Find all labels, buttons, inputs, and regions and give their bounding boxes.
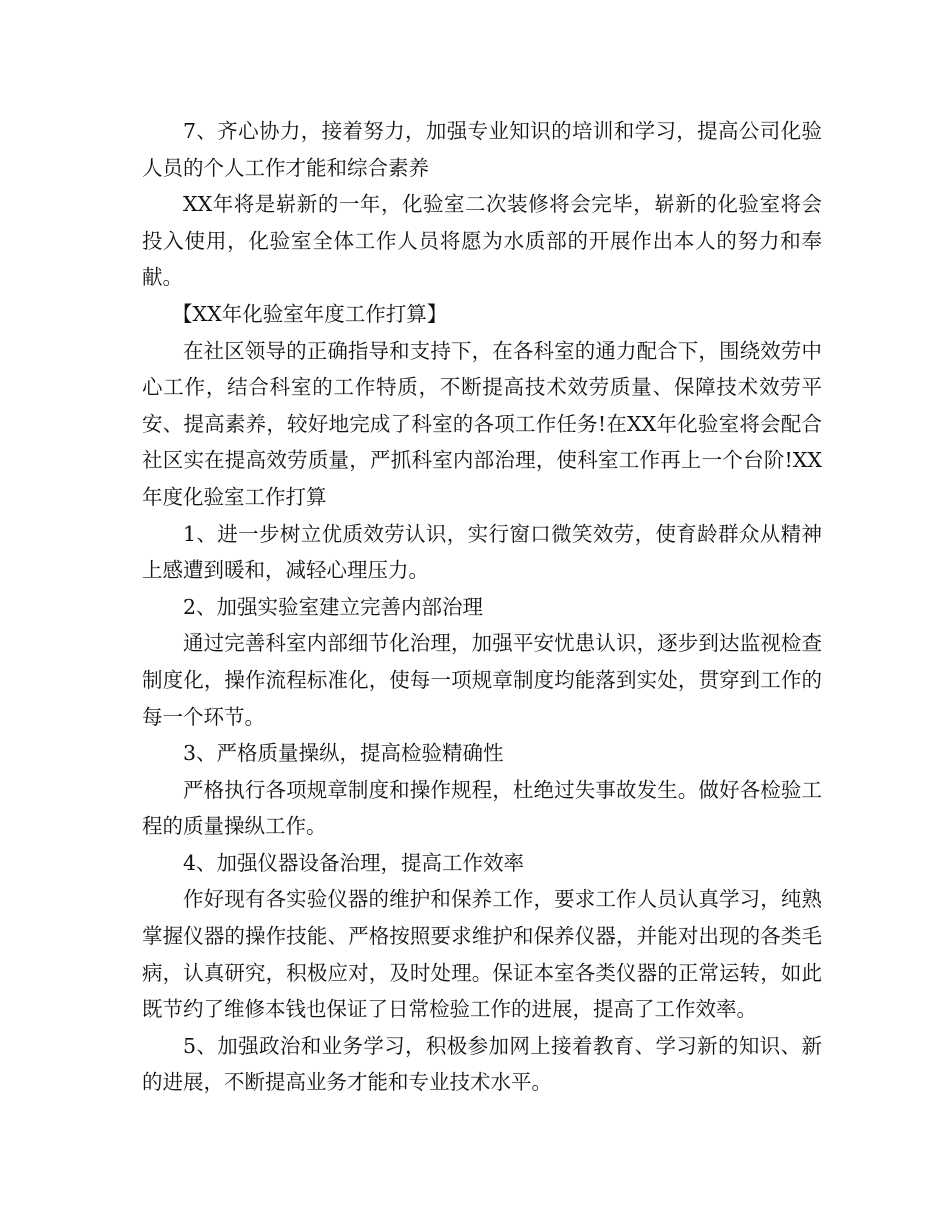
- paragraph-item-4-body: 作好现有各实验仪器的维护和保养工作，要求工作人员认真学习，纯熟掌握仪器的操作技能、严格按照要求维护和保养仪器，并能对出现的各类毛病，认真研究，积极应对，及时处理。保证本室各类仪器的正常运转，如此既节约了维修本钱也保证了日常检验工作的进展，提高了工作效率。: [142, 887, 822, 1022]
- paragraph-item-3-body: 严格执行各项规章制度和操作规程，杜绝过失事故发生。做好各检验工程的质量操纵工作。: [142, 777, 822, 839]
- paragraph-item-4-heading: 4、加强仪器设备治理，提高工作效率: [183, 850, 525, 875]
- paragraph-item-2-body: 通过完善科室内部细节化治理，加强平安忧患认识，逐步到达监视检查制度化，操作流程标准化，使每一项规章制度均能落到实处，贯穿到工作的每一个环节。: [142, 631, 822, 729]
- paragraph-item-3-heading: 3、严格质量操纵，提高检验精确性: [183, 741, 504, 766]
- paragraph-item-5: 5、加强政治和业务学习，积极参加网上接着教育、学习新的知识、新的进展，不断提高业务才能和专业技术水平。: [142, 1033, 822, 1095]
- paragraph-item-2-heading: 2、加强实验室建立完善内部治理: [183, 594, 484, 619]
- paragraph-item-1: 1、进一步树立优质效劳认识，实行窗口微笑效劳，使育龄群众从精神上感遭到暖和，减轻心理压力。: [142, 521, 822, 583]
- document-page: [142, 113, 822, 1101]
- paragraph-item-7: 7、齐心协力，接着努力，加强专业知识的培训和学习，提高公司化验人员的个人工作才能和综合素养: [142, 119, 822, 180]
- paragraph-new-year-outlook: XX年将是崭新的一年，化验室二次装修将会完毕，崭新的化验室将会投入使用，化验室全体工作人员将愿为水质部的开展作出本人的努力和奉献。: [142, 192, 822, 290]
- section-heading: 【XX年化验室年度工作打算】: [172, 301, 448, 326]
- paragraph-intro: 在社区领导的正确指导和支持下，在各科室的通力配合下，围绕效劳中心工作，结合科室的工作特质，不断提高技术效劳质量、保障技术效劳平安、提高素养，较好地完成了科室的各项工作任务!在XX年化验室将会配合社区实在提高效劳质量，严抓科室内部治理，使科室工作再上一个台阶!XX年度化验室工作打算: [142, 338, 822, 509]
